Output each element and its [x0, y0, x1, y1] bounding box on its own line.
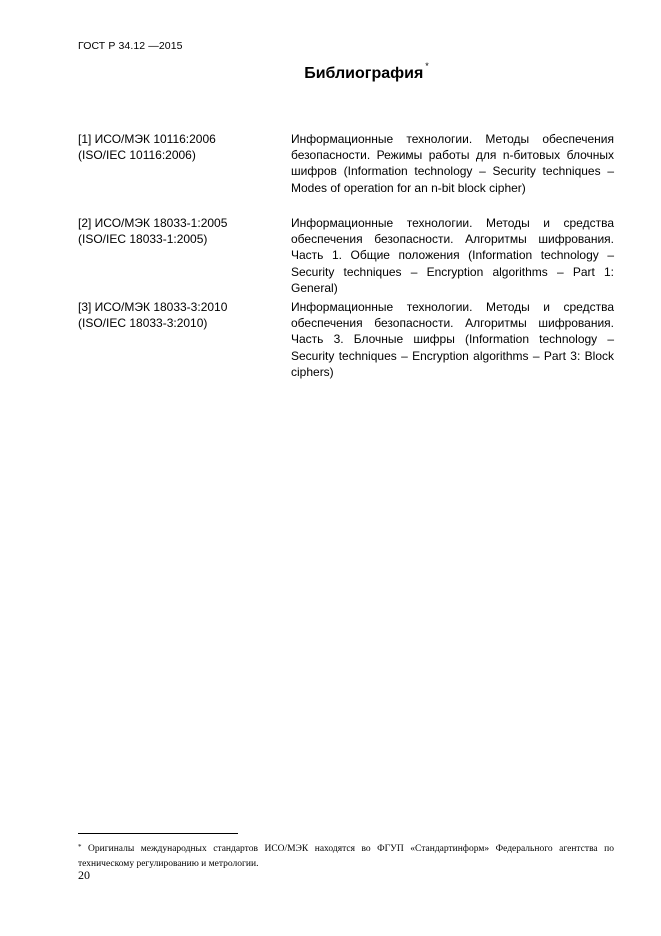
- footnote-divider: [78, 833, 238, 834]
- reference-ru: [1] ИСО/МЭК 10116:2006: [78, 132, 216, 146]
- entry-description: Информационные технологии. Методы обеспечения безопасности. Режимы работы для n-битовых блочных шифров (Information technology – Security techniques – Modes of operation for an n-bit block cipher): [291, 132, 614, 195]
- footnote: [78, 842, 614, 872]
- title-label: Библиография: [304, 65, 424, 83]
- footnote-text: Оригиналы международных стандартов ИСО/МЭК находятся во ФГУП «Стандартинформ» Федерального агентства по техническому регулированию и метрологии.: [78, 844, 615, 869]
- reference-iso: (ISO/IEC 10116:2006): [78, 148, 196, 163]
- footnote-mark: *: [78, 843, 82, 851]
- bibliography-entry: [78, 131, 614, 215]
- page-title: [0, 61, 661, 83]
- reference-iso: (ISO/IEC 18033-1:2005): [78, 232, 208, 247]
- reference-iso: (ISO/IEC 18033-3:2010): [78, 316, 208, 331]
- entry-description: Информационные технологии. Методы и средства обеспечения безопасности. Алгоритмы шифрования. Часть 3. Блочные шифры (Information technology – Security techniques – Encryption algorithms – Part 3: Block ciphers): [291, 300, 614, 379]
- bibliography-list: [78, 131, 614, 383]
- bibliography-entry: [78, 215, 614, 299]
- title-footnote-mark: *: [425, 61, 429, 71]
- entry-reference: [78, 215, 291, 299]
- title-text: [304, 61, 429, 83]
- entry-reference: [78, 299, 291, 383]
- reference-ru: [3] ИСО/МЭК 18033-3:2010: [78, 300, 228, 314]
- bibliography-entry: [78, 299, 614, 383]
- running-header: ГОСТ Р 34.12 —2015: [78, 40, 183, 52]
- reference-ru: [2] ИСО/МЭК 18033-1:2005: [78, 216, 228, 230]
- entry-reference: [78, 131, 291, 215]
- entry-description: Информационные технологии. Методы и средства обеспечения безопасности. Алгоритмы шифрования. Часть 1. Общие положения (Information technology – Security techniques – Encryption algorithms – Part 1: General): [291, 216, 614, 295]
- page-number: 20: [78, 868, 90, 882]
